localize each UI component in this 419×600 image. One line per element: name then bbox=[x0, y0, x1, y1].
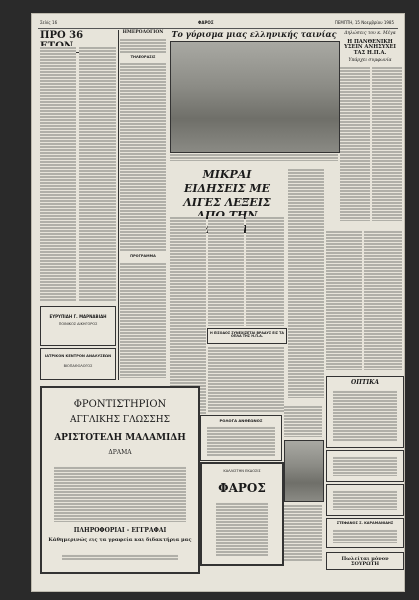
ad-lab-text: ΒΙΟΠΑΘΟΛΟΓΟΣ bbox=[63, 364, 93, 368]
film-photo bbox=[170, 41, 340, 153]
col1-text-a bbox=[40, 46, 76, 301]
feature-title: Το γύρισμα μιας ελληνικής ταινίας bbox=[171, 29, 337, 39]
ad-sourotis bbox=[326, 552, 404, 570]
ad-lawyer-name: ΕΥΡΥΠΙΔΗ Γ. ΜΑΡΝΑΒΙΔΗ bbox=[49, 314, 107, 319]
ad-faros-sub: ΚΑΛΛΙΣΤΗΝ ΕΚΔΟΣΙΣ bbox=[223, 469, 261, 473]
column-rule bbox=[118, 30, 119, 380]
date-line: ΠΕΜΠΤΗ, 15 Νοεμβρίου 1985 bbox=[334, 20, 394, 25]
right-text-a bbox=[340, 66, 370, 221]
col1-text-b bbox=[79, 46, 116, 301]
paper-name: ΦΑΡΟΣ bbox=[198, 20, 214, 25]
ad-fr-line5: Κάθημερινώς εις τα γραφεία και διδακτήρια μας bbox=[48, 537, 192, 543]
feature-text-c bbox=[246, 216, 284, 326]
small-photo bbox=[284, 440, 324, 502]
col2-title: ΗΜΕΡΟΛΟΓΙΟΝ bbox=[122, 30, 164, 35]
right-text-d bbox=[364, 230, 402, 370]
feature-headline: ΜΙΚΡΑΙ ΕΙΔΗΣΕΙΣ ΜΕ ΛΙΓΕΣ ΛΕΞΕΙΣ bbox=[183, 168, 271, 209]
ad-right-3 bbox=[326, 484, 404, 516]
ad-karamanidis bbox=[326, 518, 404, 548]
ad-fr-line4: ΔΡΑΜΑ bbox=[108, 449, 132, 456]
col1-title: ΠΡΟ 36 bbox=[40, 31, 116, 53]
ad-optika bbox=[326, 376, 404, 448]
ad-faros-title: ΦΑΡΟΣ bbox=[218, 481, 266, 495]
ad-fr-line6: ΠΛΗΡΟΦΟΡΙΑΙ - ΕΓΓΡΑΦΑΙ bbox=[73, 527, 167, 534]
col2-text-b bbox=[120, 262, 166, 378]
right-sub: Υπάρχει συμφωνία bbox=[348, 58, 392, 63]
ad-karamanidis-body bbox=[333, 529, 397, 543]
ad-sourotis-title: Πωλείται μόνον ΣΟΥΡΩΤΗ bbox=[341, 556, 389, 568]
ad-lawyer-text: ΠΟΙΝΙΚΟΣ ΔΙΚΗΓΟΡΟΣ bbox=[58, 322, 98, 326]
ad-faros-body bbox=[216, 502, 268, 556]
right-title: Η ΠΑΝΘΕΝΙΚΗ ΥΣΕΙΝ ΑΝΗΣΥΧΕΙ ΤΑΣ Η.Π.Α. bbox=[344, 39, 396, 56]
page-header bbox=[38, 18, 398, 29]
ad-optika-body bbox=[333, 390, 397, 442]
feature-subbox bbox=[207, 328, 287, 344]
ad-watches-body bbox=[207, 426, 275, 456]
col2-sub1: ΤΗΛΕΟΡΑΣΙΣ bbox=[130, 55, 156, 59]
small-text-b bbox=[284, 504, 322, 562]
ad-optika-title: ΟΠΤΙΚΑ bbox=[350, 379, 380, 386]
photo-caption bbox=[170, 153, 338, 161]
feature-text-b bbox=[208, 216, 244, 326]
ad-frontistirion bbox=[40, 386, 200, 574]
ad-lab-name: ΙΑΤΡΙΚΟΝ ΚΕΝΤΡΟΝ ΑΝΑΛΥΣΕΩΝ bbox=[44, 354, 112, 358]
col2-text bbox=[120, 62, 166, 252]
ad-watches bbox=[200, 415, 282, 461]
ad-fr-line2: ΑΓΓΛΙΚΗΣ ΓΛΩΣΣΗΣ bbox=[70, 415, 170, 425]
small-text-a bbox=[284, 405, 322, 437]
col2-text-top bbox=[120, 38, 166, 54]
ad-fr-address bbox=[62, 554, 178, 560]
ad-right-2-body bbox=[333, 456, 397, 476]
col2-sub2: ΠΡΟΓΡΑΜΜΑ bbox=[130, 254, 156, 258]
ad-right-2 bbox=[326, 450, 404, 482]
page-label: Σελίς 16 bbox=[40, 20, 58, 25]
feature-subbox-text: Η ΕΙΣΟΔΟΣ ΣΥΝΕΧΙΖΕΤΑΙ ΒΡΑΔΥΣ ΕΙΣ ΤΑ ΟΠΛΑ ΤΗΣ Η.Π.Α. bbox=[210, 331, 284, 339]
ad-right-3-body bbox=[333, 490, 397, 510]
ad-karamanidis-title: ΣΤΕΦΑΝΟΣ Σ. ΚΑΡΑΜΑΝΙΔΗΣ bbox=[336, 521, 394, 525]
right-kicker: Δηλώσεις του κ. Μέγα bbox=[344, 31, 396, 36]
ad-fr-line1: ΦΡΟΝΤΙΣΤΗΡΙΟΝ bbox=[73, 399, 167, 410]
right-text-c bbox=[326, 230, 362, 370]
ad-lab bbox=[40, 348, 116, 380]
ad-lawyer bbox=[40, 306, 116, 346]
col-mid-text bbox=[288, 168, 324, 398]
ad-watches-title: ΡΟΛΟΓΑ ΑΝΘΕΩΝΟΣ bbox=[219, 418, 263, 423]
ad-fr-line3: ΑΡΙΣΤΟΤΕΛΗ ΜΑΛΑΜΙΔΗ bbox=[54, 433, 186, 443]
ad-fr-body bbox=[54, 466, 186, 522]
ad-faros bbox=[200, 462, 284, 566]
right-text-b bbox=[372, 66, 402, 221]
feature-text-d bbox=[208, 346, 284, 412]
